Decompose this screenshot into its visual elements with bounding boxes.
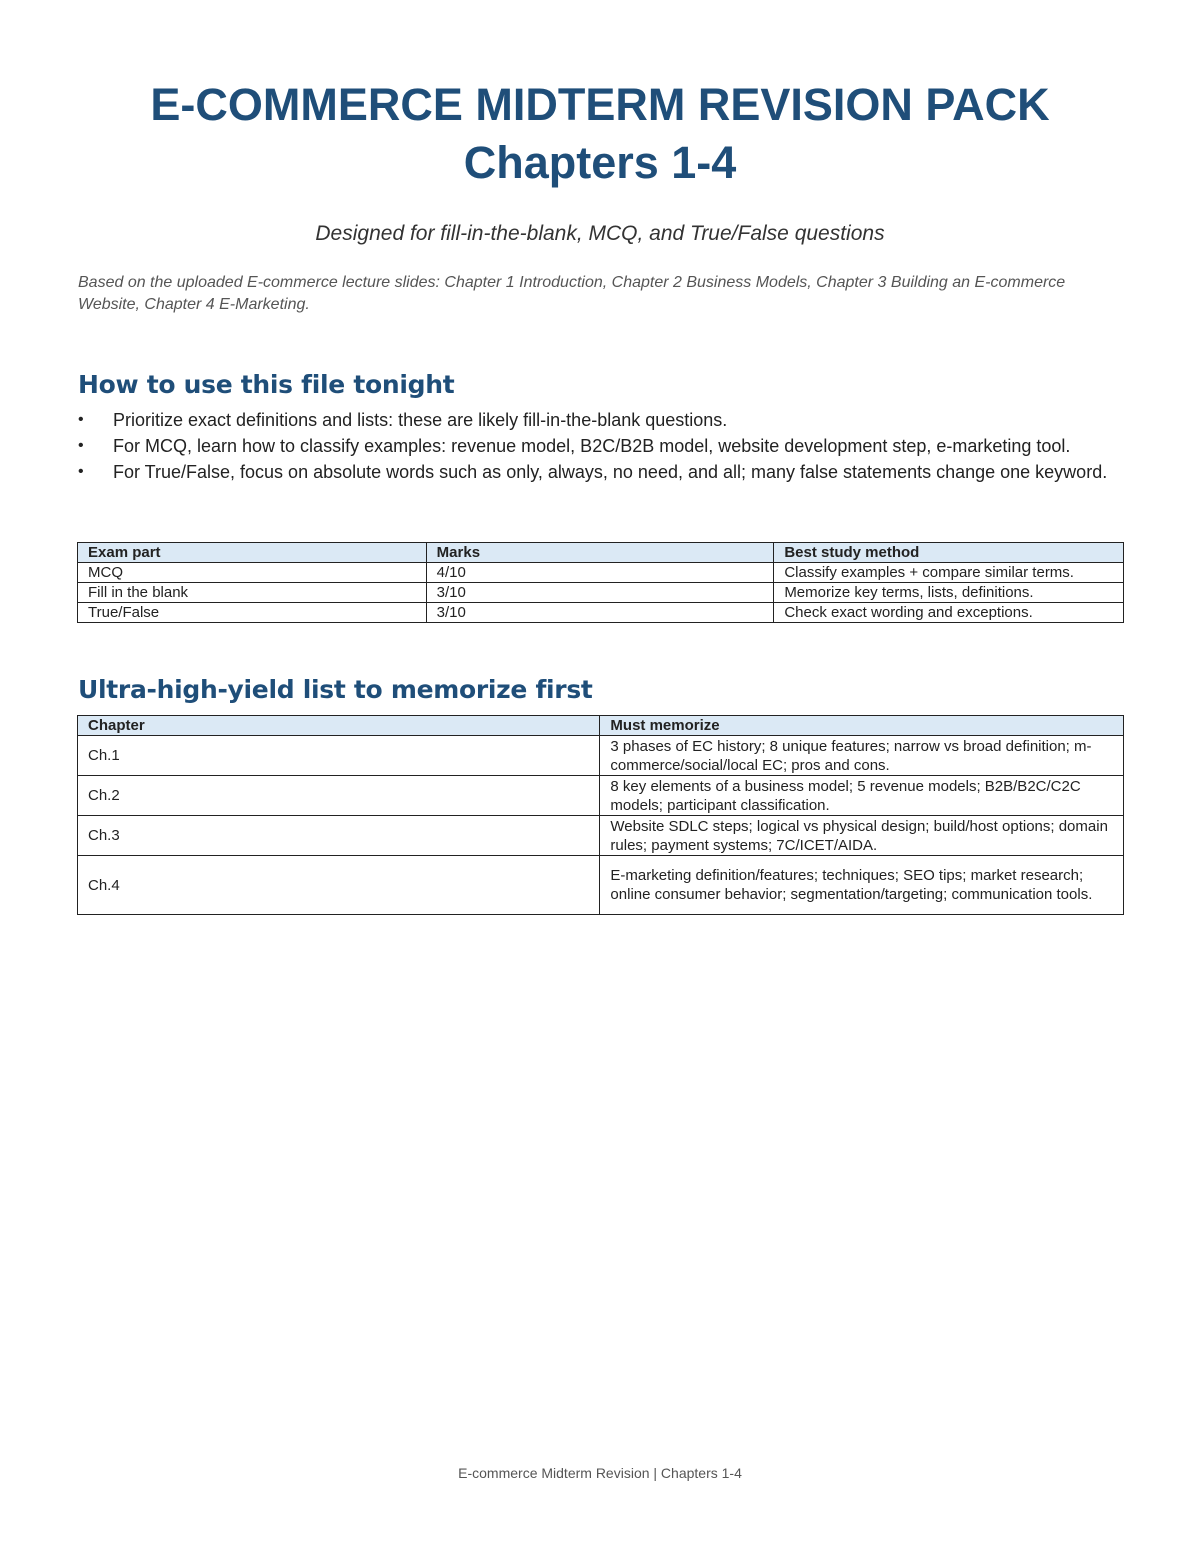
- source-note: Based on the uploaded E-commerce lecture slides: Chapter 1 Introduction, Chapter 2 Business Models, Chapter 3 Building an E-commerce Website, Chapter 4 E-Marketing.: [78, 274, 1066, 313]
- table-header-row: [78, 543, 1124, 563]
- table-cell: Ch.2: [78, 776, 600, 816]
- table-cell: 8 key elements of a business model; 5 revenue models; B2B/B2C/C2C models; participant classification.: [600, 776, 1124, 816]
- table-cell: Classify examples + compare similar terms.: [774, 563, 1124, 583]
- table-row: [78, 776, 1124, 816]
- table-cell: 4/10: [426, 563, 774, 583]
- bullet-icon: •: [78, 411, 84, 428]
- title-line-1: E-COMMERCE MIDTERM REVISION PACK: [150, 79, 1050, 130]
- section-heading-usage: How to use this file tonight: [78, 370, 455, 399]
- bullet-icon: •: [78, 463, 84, 480]
- usage-bullet-list: [78, 407, 1128, 485]
- table-cell: Check exact wording and exceptions.: [774, 603, 1124, 623]
- bullet-text: Prioritize exact definitions and lists: these are likely fill-in-the-blank questions.: [113, 410, 728, 430]
- table-cell: Ch.1: [78, 736, 600, 776]
- table-row: [78, 736, 1124, 776]
- table-cell: Ch.4: [78, 856, 600, 915]
- column-header: Marks: [426, 543, 774, 563]
- column-header: Must memorize: [600, 716, 1124, 736]
- table-header-row: [78, 716, 1124, 736]
- column-header: Best study method: [774, 543, 1124, 563]
- column-header: Exam part: [78, 543, 427, 563]
- table-cell: Fill in the blank: [78, 583, 427, 603]
- column-header: Chapter: [78, 716, 600, 736]
- table-cell: E-marketing definition/features; techniques; SEO tips; market research; online consumer behavior; segmentation/targeting; communication tools.: [600, 856, 1124, 915]
- list-item: [78, 433, 1128, 459]
- table-cell: 3/10: [426, 583, 774, 603]
- table-cell: 3/10: [426, 603, 774, 623]
- section-heading-memorize: Ultra-high-yield list to memorize first: [78, 675, 593, 704]
- title-line-2: Chapters 1-4: [463, 137, 737, 188]
- table-row: [78, 856, 1124, 915]
- list-item: [78, 459, 1128, 485]
- table-cell: Memorize key terms, lists, definitions.: [774, 583, 1124, 603]
- page-footer: E-commerce Midterm Revision | Chapters 1-4: [458, 1465, 742, 1481]
- document-title: [0, 76, 1200, 192]
- table-cell: Website SDLC steps; logical vs physical design; build/host options; domain rules; payment systems; 7C/ICET/AIDA.: [600, 816, 1124, 856]
- bullet-text: For True/False, focus on absolute words such as only, always, no need, and all; many false statements change one keyword.: [113, 462, 1108, 482]
- list-item: [78, 407, 1128, 433]
- bullet-icon: •: [78, 437, 84, 454]
- memorize-table: [77, 715, 1124, 915]
- table-cell: True/False: [78, 603, 427, 623]
- table-row: [78, 816, 1124, 856]
- table-row: [78, 563, 1124, 583]
- exam-parts-table: [77, 542, 1124, 623]
- table-row: [78, 603, 1124, 623]
- table-cell: MCQ: [78, 563, 427, 583]
- table-cell: 3 phases of EC history; 8 unique features; narrow vs broad definition; m-commerce/social/local EC; pros and cons.: [600, 736, 1124, 776]
- bullet-text: For MCQ, learn how to classify examples: revenue model, B2C/B2B model, website development step, e-marketing tool.: [113, 436, 1071, 456]
- document-subtitle: Designed for fill-in-the-blank, MCQ, and True/False questions: [315, 222, 885, 245]
- table-cell: Ch.3: [78, 816, 600, 856]
- table-row: [78, 583, 1124, 603]
